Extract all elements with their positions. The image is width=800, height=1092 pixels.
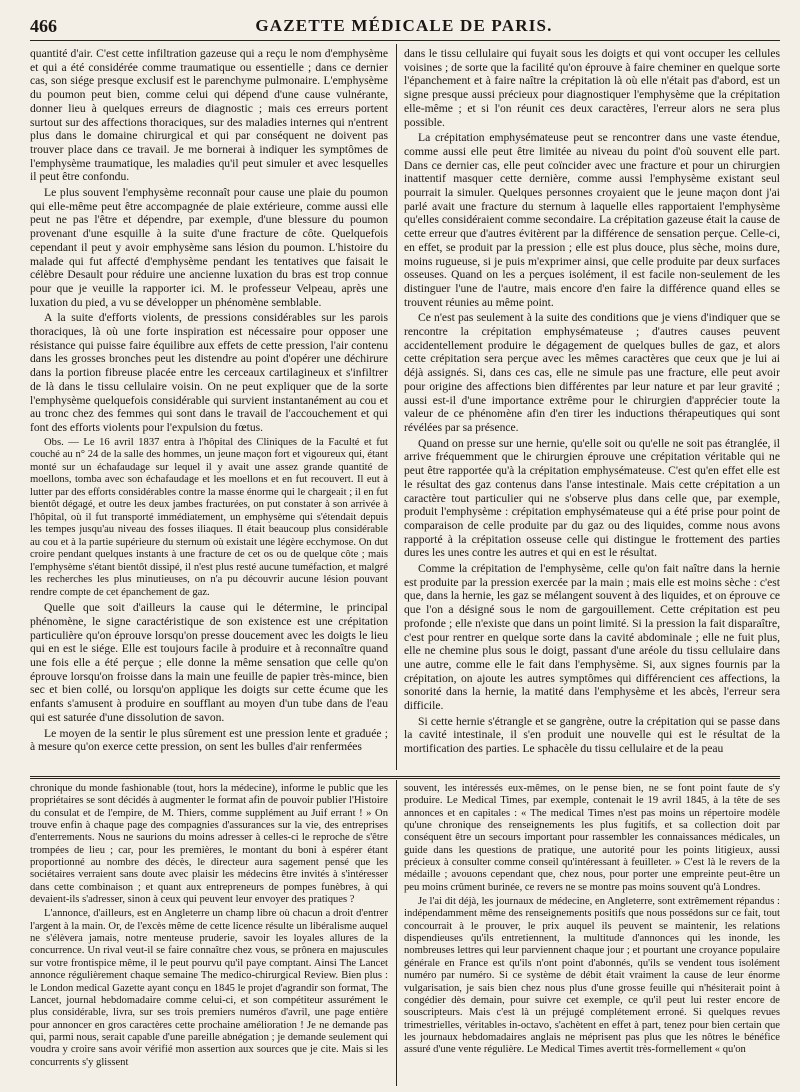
paragraph: Le moyen de la sentir le plus sûrement est une pression lente et graduée ; à mesure qu'on exerce cette pression, on sent les bulles d'air renfermées [30, 726, 388, 754]
header-rule [30, 40, 780, 41]
observation-paragraph: Obs. — Le 16 avril 1837 entra à l'hôpital des Cliniques de la Faculté et fut couché au n° 24 de la salle des hommes, un jeune maçon fort et vigoureux qui, étant monté sur un échafaudage sur lequel il y avait une assez grande quantité de moellons, tomba avec son échafaudage et les moellons et en fut recouvert. Il eut à lutter par des efforts considérables contre la masse énorme qui le chargeait ; il en fut bientôt dégagé, et outre les deux jambes fracturées, on put constater à son arrivée à l'hôpital, où il fut transporté immédiatement, un emphysème qui s'étendait depuis les tempes jusqu'au niveau des fosses iliaques. Il était beaucoup plus considérable au cou et à la partie supérieure du sternum où existait une légère ecchymose. On dut croire pendant quelques instants à une fracture de cet os ou de quelque côte ; mais l'emphysème s'étant bientôt dissipé, il n'est plus resté aucune tuméfaction, et malgré les recherches les plus minutieuses, on n'a pu découvrir aucune lésion pouvant rendre compte de cet épanchement de gaz. [30, 436, 388, 598]
page-header [30, 14, 778, 38]
article-column-left [30, 47, 388, 771]
journal-title: GAZETTE MÉDICALE DE PARIS. [255, 16, 553, 35]
paragraph: Quand on presse sur une hernie, qu'elle soit ou qu'elle ne soit pas étranglée, il arrive fréquemment que le chirurgien éprouve une crépitation véritable qui ne peut être rapportée qu'à la crépitation emphysémateuse. C'est qu'en effet elle est le résultat des gaz contenus dans l'anse intestinale. Mais cette crépitation a un caractère tout particulier qui ne s'observe plus dans celle que, par exemple, produit l'emphysème : crépitation emphysémateuse qui a été prise pour point de comparaison de celle produite par du gaz ou des liquides, comme nous avons rapporté à la crépitation osseuse celle qui distingue le frottement des parties dures les unes contre les autres et qui en est le résultat. [404, 436, 780, 560]
paragraph: La crépitation emphysémateuse peut se rencontrer dans une vaste étendue, comme aussi elle peut être limitée au niveau du point d'où souvent elle part. Dans ce dernier cas, elle peut coïncider avec une fracture et pour un chirurgien inattentif masquer cette dernière, comme aussi l'emphysème existant seul pourrait la simuler. Quelques personnes croyaient que le jeune maçon dont j'ai parlé avait une fracture du sternum à laquelle elles rapportaient l'emphysème qu'elles considéraient comme secondaire. La crépitation gazeuse était la cause de cette erreur que d'autres évitèrent par la différence de sensation perçue. Celle-ci, en effet, se produit par la pression ; elle est plus douce, plus sèche, moins dure, moins rugueuse, si je puis m'exprimer ainsi, que celle produite par deux surfaces osseuses. Quand on les a perçues isolément, il est facile non-seulement de les distinguer l'une de l'autre, mais encore d'en faire la différence quand elles se trouvent réunies au même point. [404, 131, 780, 309]
paragraph: dans le tissu cellulaire qui fuyait sous les doigts et qui vont occuper les cellules voisines ; de sorte que la facilité qu'on éprouve à faire cheminer en quelque sorte l'épanchement et à faire naître la crépitation là où elle n'était pas d'abord, est un signe presque aussi précieux pour diagnostiquer l'emphysème que la crépitation elle-même ; et si l'on réunit ces deux caractères, l'erreur alors ne sera plus possible. [404, 47, 780, 129]
column-divider-bottom [396, 780, 397, 1086]
paragraph: Ce n'est pas seulement à la suite des conditions que je viens d'indiquer que se rencontre la crépitation emphysémateuse ; d'autres causes peuvent accidentellement produire le dégagement de quelques bulles de gaz, et alors cette crépitation sera perçue avec les mêmes caractères que ceux que je lui ai déjà assignés. Si, dans ces cas, elle ne simule pas une fracture, elle peut avoir pour origine des affections bien différentes par leur nature et par leur gravité ; aussi est-il d'une importance extrême pour le chirurgien d'apprécier toute la valeur de ce phénomène afin d'en tirer les inductions thérapeutiques qui sont révélées par sa présence. [404, 311, 780, 434]
paragraph: Comme la crépitation de l'emphysème, celle qu'on fait naître dans la hernie est produite par la pression exercée par la main ; mais elle est moins sèche : c'est que, dans la hernie, les gaz se mélangent souvent à des liquides, et on éprouve ce que l'on a désigné sous le nom de gargouillement. Cette crépitation est peu profonde ; elle n'existe que dans un point limité. Si la pression la fait disparaître, c'est pour rentrer en quelque sorte dans la cavité abdominale ; elle ne fuit plus, elle ne chemine plus sous le doigt, passant d'une aréole du tissu cellulaire dans une autre, comme elle le fait dans l'emphysème. Si, aux signes fournis par la crépitation, on ajoute les autres symptômes qui différencient ces affections, la sonorité dans la hernie, la matité dans l'emphysème et les abcès, l'erreur sera difficile. [404, 562, 780, 713]
feuilleton-column-right [404, 783, 780, 1089]
paragraph: Je l'ai dit déjà, les journaux de médecine, en Angleterre, sont extrêmement répandus : indépendamment même des renseignements positifs que nous possédons sur ce fait, tout concourrait à le prouver, le prix auquel ils peuvent se maintenir, les relations dispendieuses qu'ils entretiennent, la multitude d'annonces qui les inonde, les nombreuses lettres qui leur parviennent chaque jour ; et pourtant une croyance populaire générale en France est qu'ils n'ont point d'abonnés, qu'ils se vendent tous isolément numéro par numéro. Si ce système de débit était vraiment la cause de leur énorme vulgarisation, je sais bien chez nous plus d'une grosse feuille qui n'hésiterait point à congédier dès demain, pour suivre cet exemple, ce qu'il peut lui rester encore de souscripteurs. Mais c'est là un préjugé complétement erroné. Si quelques revues trimestrielles, véritables in-octavo, s'achètent en effet à part, tenez pour bien certain que les journaux hebdomadaires anglais ne méprisent pas plus que les nôtres le bénéfice assuré d'une vente régulière. Le Medical Times avertit très-formellement « qu'on [404, 896, 780, 1056]
paragraph: souvent, les intéressés eux-mêmes, on le pense bien, ne se font point faute de s'y produire. Le Medical Times, par exemple, contenait le 19 avril 1845, à la tête de ses annonces et en capitales : « The medical Times n'est pas moins un répertoire modèle qu'une chronique des renseignements les plus fugitifs, et sa collection doit par conséquent être un secours important pour rassembler les connaissances médicales, un guide dans les questions de pratique, une autorité pour les points litigieux, aussi précieux à consulter comme conseil qu'intéressant à feuilleter. » C'est là le revers de la médaille ; avouons cependant que, chez nous, pour porter une empreinte peut-être un peu moins crûment burinée, ce revers ne se montre pas moins souvent qu'à Londres. [404, 783, 780, 893]
paragraph: Si cette hernie s'étrangle et se gangrène, outre la crépitation qui se passe dans la cavité intestinale, il s'en produit une nouvelle qui est le résultat de la mortification des parties. Le sphacèle du tissu cellulaire et de la peau [404, 714, 780, 756]
feuilleton-rule [30, 776, 780, 779]
page-number: 466 [30, 16, 57, 36]
paragraph: A la suite d'efforts violents, de pressions considérables sur les parois thoraciques, là où une forte inspiration est nécessaire pour opposer une résistance qui puisse faire équilibre aux effets de cette pression, l'air contenu dans les grosses bronches peut les distendre au point d'opérer une déchirure dans la portion fibreuse placée entre les cerceaux cartilagineux et s'infiltrer de là dans le tissu cellulaire voisin. On ne peut expliquer que de la sorte l'emphysème quelquefois considérable qui survient instantanément au cou et au tronc chez des femmes qui sont dans le travail de l'accouchement et qui font des efforts violents pour l'expulsion du fœtus. [30, 311, 388, 434]
feuilleton-column-left [30, 783, 388, 1089]
paragraph: Le plus souvent l'emphysème reconnaît pour cause une plaie du poumon qui elle-même peut être accompagnée de plaie extérieure, comme aussi elle peut ne pas l'être et dépendre, par exemple, d'une blessure du poumon provenant d'une esquille à la suite d'une fracture de côte. Quelquefois cependant il peut y avoir emphysème sans lésion du poumon. L'histoire du malade qui fut affecté d'emphysème pendant les tentatives que faisait le célèbre Desault pour réduire une ancienne luxation du bras est trop connue pour que je veuille la rapporter ici. M. le professeur Velpeau, après une luxation du pied, a vu se développer un phénomène semblable. [30, 186, 388, 309]
paragraph: quantité d'air. C'est cette infiltration gazeuse qui a reçu le nom d'emphysème et qui a été considérée comme traumatique ou essentielle ; dans ce dernier cas, son siége presque exclusif est le parenchyme pulmonaire. L'emphysème du poumon peut bien, comme celui qui dépend d'une cause vulnérante, donner lieu à quelques erreurs de diagnostic ; mais ces erreurs portent surtout sur des affections thoraciques, sur des maladies internes qui n'entrent plus dans le domaine chirurgical et qui par conséquent ne doivent pas trouver place dans ce travail. Je me bornerai à indiquer les symptômes de l'emphysème traumatique, les maladies qu'il peut simuler et avec lesquelles il peut être confondu. [30, 47, 388, 184]
column-divider-top [396, 44, 397, 770]
paragraph: L'annonce, d'ailleurs, est en Angleterre un champ libre où chacun a droit d'entrer l'argent à la main. Or, de l'excès même de cette licence résulte un libéralisme auquel ne s'élèvera jamais, notre menteuse pruderie, savoir les loyales allures de la concurrence. Un rival veut-il se faire connaître chez vous, se prônera en majuscules sur votre frontispice même, il le peut pourvu qu'il paye comptant. Ainsi The Lancet annonce régulièrement chaque semaine The medico-chirurgical Review. Bien plus : le London medical Gazette ayant conçu en 1845 le projet d'agrandir son format, The Lancet, journal hebdomadaire comme celui-ci, et son compétiteur assurément le plus considérable, livra, sur ses trois premiers numéros d'avril, une page entière pour annoncer en gros caractères cette prochaine amélioration ! Je ne demande pas qui, parmi nous, serait capable d'une pareille abnégation ; je demande seulement qui voudra y croire sans avoir vérifié mon assertion aux sources que je cite. Mais si les concurrents s'y glissent [30, 908, 388, 1068]
paragraph: chronique du monde fashionable (tout, hors la médecine), informe le public que les propriétaires se sont décidés à augmenter le format afin de pouvoir publier l'Histoire du consulat et de l'empire, de M. Thiers, comme supplément au Juif errant ! » On trouve enfin à chaque page des compagnies d'assurances sur la vie, des entreprises d'enterrements. Nous ne saurions du moins adresser à celles-ci le reproche de s'être trompées de lieu ; car, pour les premières, le montant du boni à espérer étant proportionné au nombre des décès, le directeur aura sagement pensé que les sociétaires verraient sans doute avec plaisir les médecins être invités à s'intéresser dans cette combinaison ; et quant aux entrepreneurs de pompes funèbres, à qui devaient-ils s'adresser, sinon à ceux qui peuvent leur envoyer des pratiques ? [30, 783, 388, 906]
article-column-right [404, 47, 780, 771]
paragraph: Quelle que soit d'ailleurs la cause qui le détermine, le principal phénomène, le signe caractéristique de son existence est une crépitation particulière qu'on éprouve lorsqu'on presse doucement avec les doigts le lieu qui en est le siége. Elle est toujours facile à produire et à reconnaître quand une fois elle a été perçue ; elle donne la même sensation que celle qu'on éprouve lorsqu'on froisse dans la main une feuille de papier très-mince, bien sec et bien collé, ou lorsqu'on applique les doigts sur cette écume que les enfants s'amusent à produire en soufflant au moyen d'un tube dans de l'eau qui est saturée d'une dissolution de savon. [30, 601, 388, 724]
